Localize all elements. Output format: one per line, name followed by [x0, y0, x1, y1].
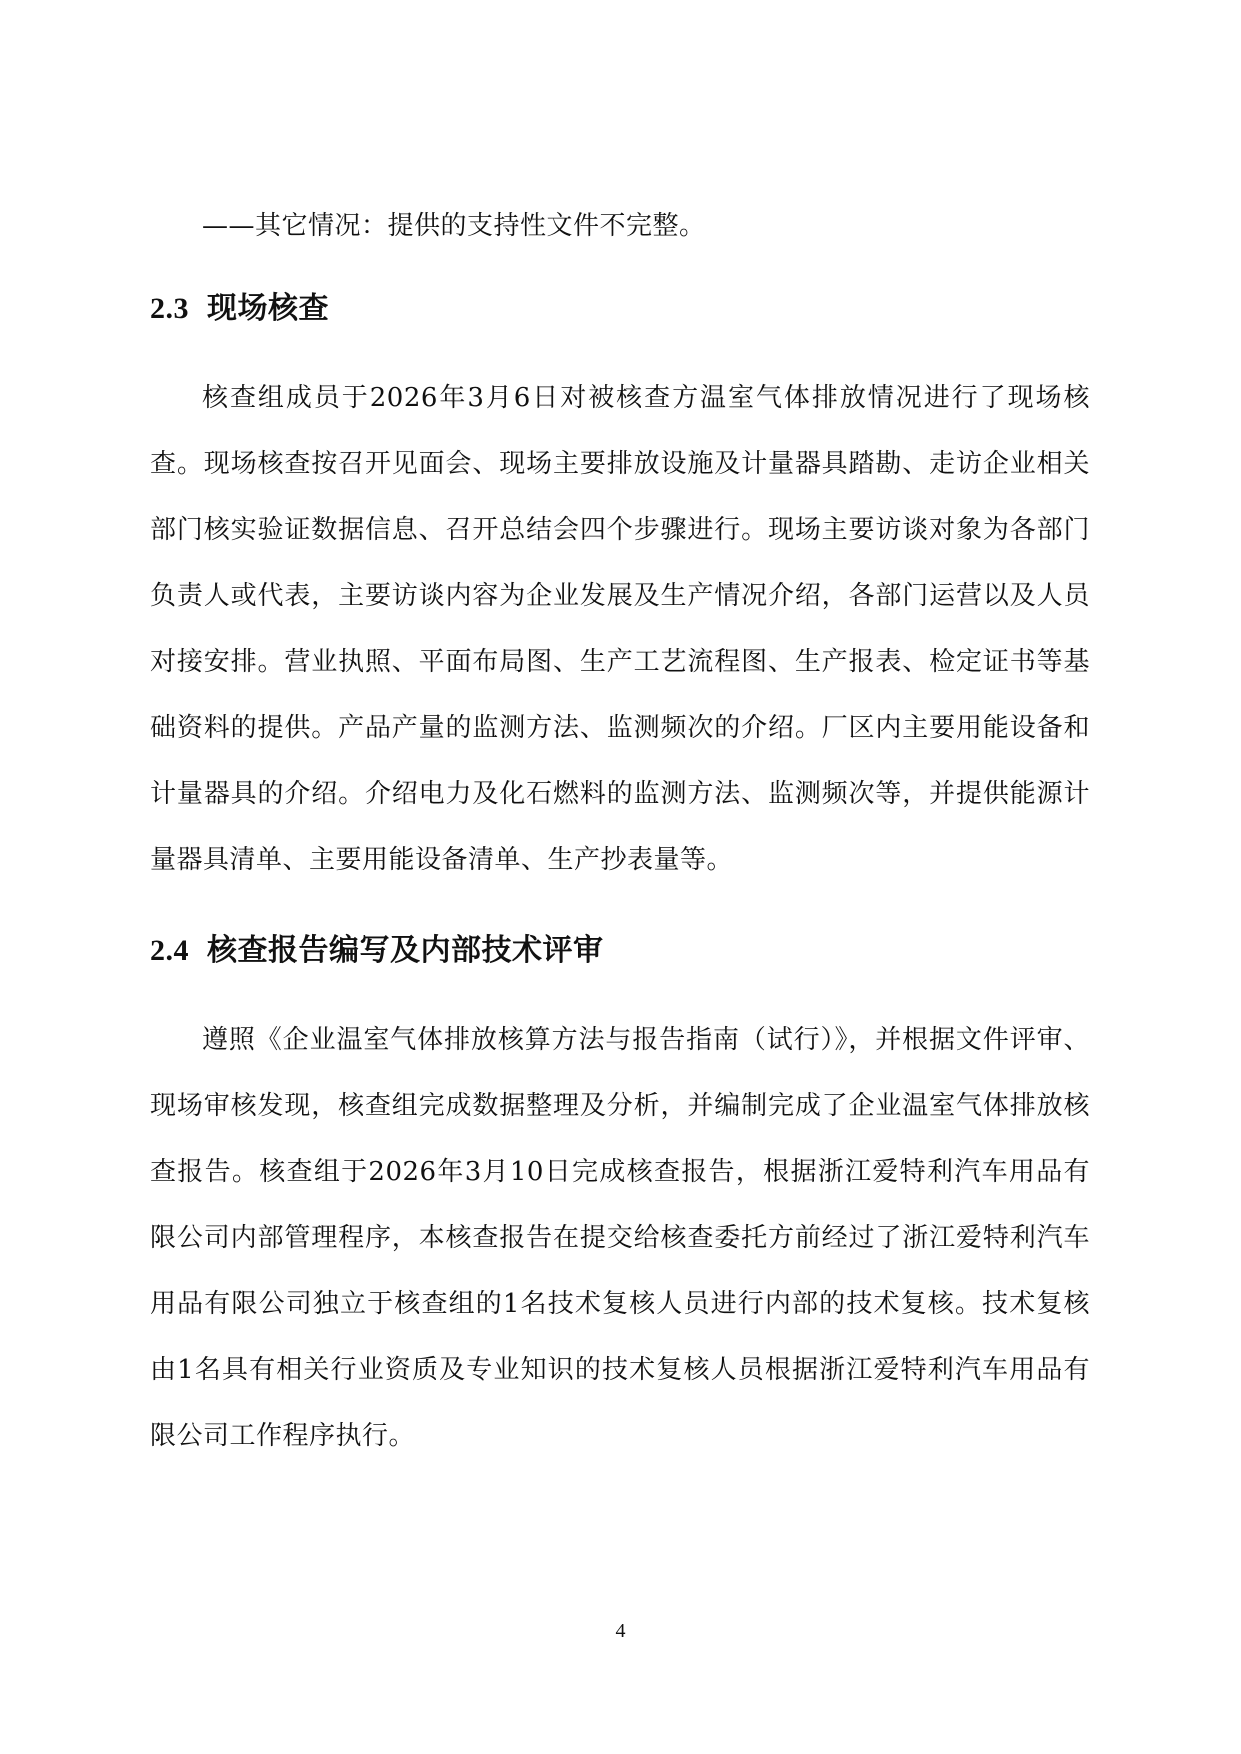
opening-paragraph: ——其它情况：提供的支持性文件不完整。: [202, 211, 706, 241]
section-paragraph: 核查组成员于2026年3月6日对被核查方温室气体排放情况进行了现场核查。现场核查按召开见面会、现场主要排放设施及计量器具踏勘、走访企业相关部门核实验证数据信息、召开总结会四个步骤进行。现场主要访谈对象为各部门负责人或代表，主要访谈内容为企业发展及生产情况介绍，各部门运营以及人员对接安排。营业执照、平面布局图、生产工艺流程图、生产报表、检定证书等基础资料的提供。产品产量的监测方法、监测频次的介绍。厂区内主要用能设备和计量器具的介绍。介绍电力及化石燃料的监测方法、监测频次等，并提供能源计量器具清单、主要用能设备清单、生产抄表量等。: [150, 383, 1090, 875]
section-title: 现场核查: [207, 291, 329, 326]
section-number: 2.4: [150, 934, 189, 967]
section-2-4: [150, 931, 1090, 1469]
page-body: [150, 193, 1090, 1469]
section-paragraph: 遵照《企业温室气体排放核算方法与报告指南（试行）》，并根据文件评审、现场审核发现，核查组完成数据整理及分析，并编制完成了企业温室气体排放核查报告。核查组于2026年3月10日完成核查报告，根据浙江爱特利汽车用品有限公司内部管理程序，本核查报告在提交给核查委托方前经过了浙江爱特利汽车用品有限公司独立于核查组的1名技术复核人员进行内部的技术复核。技术复核由1名具有相关行业资质及专业知识的技术复核人员根据浙江爱特利汽车用品有限公司工作程序执行。: [150, 1025, 1090, 1451]
page-number: 4: [615, 1620, 626, 1642]
section-2-3: [150, 289, 1090, 893]
section-heading: [150, 931, 1090, 971]
section-heading: [150, 289, 1090, 329]
section-title: 核查报告编写及内部技术评审: [207, 933, 604, 968]
section-number: 2.3: [150, 292, 189, 325]
section-spacer: [150, 893, 1090, 931]
